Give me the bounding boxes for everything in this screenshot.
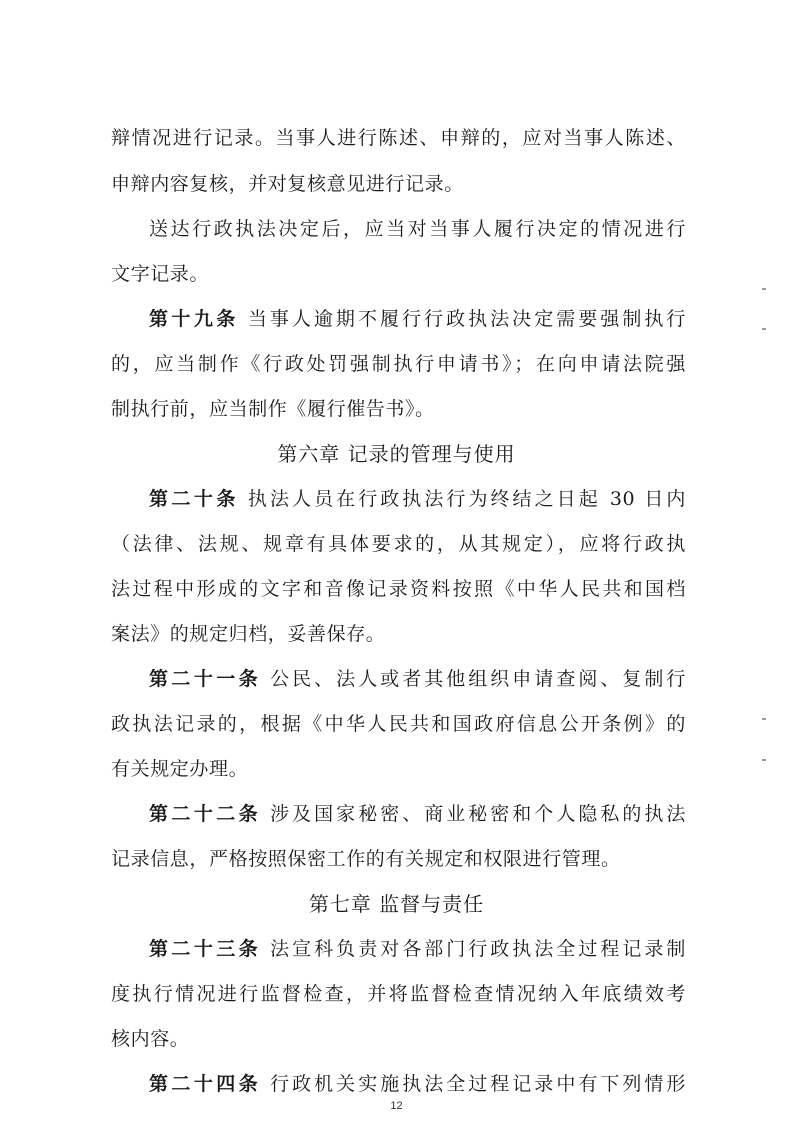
scan-mark [762, 718, 766, 720]
article-19-line [149, 307, 686, 331]
paragraph-line: 送达行政执法决定后，应当对当事人履行决定的情况进行 [149, 218, 686, 240]
article-22-title: 第二十二条 [149, 803, 262, 825]
article-21-title: 第二十一条 [149, 668, 262, 690]
article-22-line [149, 802, 686, 826]
article-20-title: 第二十条 [149, 488, 239, 510]
article-23-line [149, 937, 686, 961]
article-24-title: 第二十四条 [149, 1073, 262, 1095]
article-22-text: 涉及国家秘密、商业秘密和个人隐私的执法 [270, 803, 686, 825]
article-23-title: 第二十三条 [149, 938, 262, 960]
paragraph-line: 案法》的规定归档，妥善保存。 [111, 623, 386, 645]
paragraph-line: 的，应当制作《行政处罚强制执行申请书》；在向申请法院强 [111, 353, 686, 375]
article-20-line [149, 487, 686, 511]
paragraph-line: 记录信息，严格按照保密工作的有关规定和权限进行管理。 [111, 848, 621, 870]
paragraph-line: 政执法记录的，根据《中华人民共和国政府信息公开条例》的 [111, 713, 686, 735]
article-19-text: 当事人逾期不履行行政执法决定需要强制执行 [247, 308, 686, 330]
scan-mark [762, 328, 766, 330]
page-number: 12 [390, 1100, 403, 1112]
paragraph-line: 制执行前，应当制作《履行催告书》。 [111, 398, 435, 420]
paragraph-line: 申辩内容复核，并对复核意见进行记录。 [111, 173, 464, 195]
paragraph-line: 法过程中形成的文字和音像记录资料按照《中华人民共和国档 [111, 578, 686, 600]
article-21-text: 公民、法人或者其他组织申请查阅、复制行 [270, 668, 686, 690]
scan-mark [762, 288, 766, 290]
paragraph-line: 度执行情况进行监督检查，并将监督检查情况纳入年底绩效考 [111, 983, 686, 1005]
scan-mark [762, 759, 766, 761]
article-24-text: 行政机关实施执法全过程记录中有下列情形 [270, 1073, 686, 1095]
paragraph-line: 文字记录。 [111, 263, 210, 285]
chapter-6-heading: 第六章 记录的管理与使用 [277, 442, 516, 466]
paragraph-line: （法律、法规、规章有具体要求的，从其规定），应将行政执 [111, 533, 686, 555]
paragraph-line: 核内容。 [111, 1028, 190, 1050]
article-20-text: 执法人员在行政执法行为终结之日起 30 日内 [247, 488, 686, 510]
paragraph-line: 辩情况进行记录。当事人进行陈述、申辩的，应对当事人陈述、 [111, 127, 686, 149]
article-24-line [149, 1072, 686, 1096]
article-19-title: 第十九条 [149, 308, 239, 330]
article-21-line [149, 667, 686, 691]
article-23-text: 法宣科负责对各部门行政执法全过程记录制 [270, 938, 686, 960]
chapter-7-heading: 第七章 监督与责任 [308, 892, 485, 916]
paragraph-line: 有关规定办理。 [111, 758, 249, 780]
